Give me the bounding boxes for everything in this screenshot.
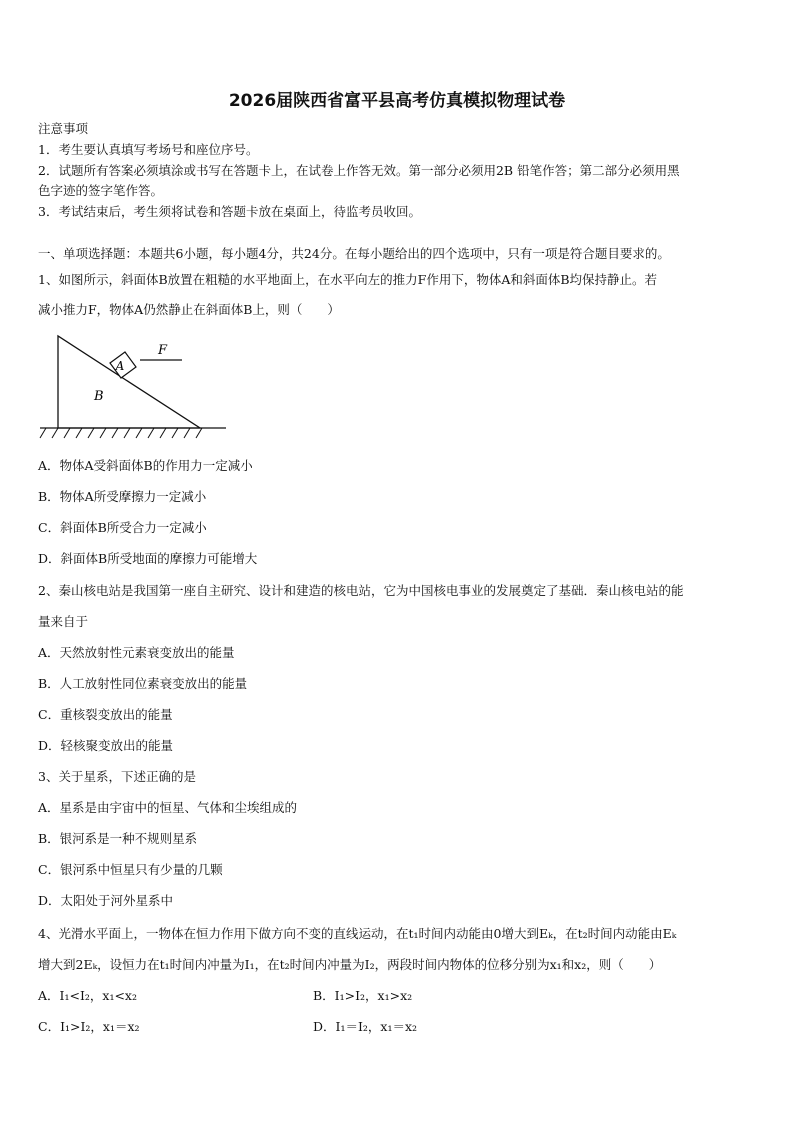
- q2-option-b: B．人工放射性同位素衰变放出的能量: [38, 676, 248, 691]
- page-title: 2026届陕西省富平县高考仿真模拟物理试卷: [228, 91, 566, 111]
- force-f-label: F: [158, 343, 168, 358]
- q4-option-b: B．I₁>I₂，x₁>x₂: [313, 988, 413, 1003]
- notice-item: 3．考试结束后，考生须将试卷和答题卡放在桌面上，待监考员收回。: [38, 204, 421, 219]
- question-4-stem: 4、光滑水平面上，一物体在恒力作用下做方向不变的直线运动，在t₁时间内动能由0增大到Eₖ，在t₂时间内动能由Eₖ: [38, 926, 677, 941]
- section-heading: 一、单项选择题：本题共6小题，每小题4分，共24分。在每小题给出的四个选项中，只有一项是符合题目要求的。: [38, 246, 670, 261]
- q4-option-c: C．I₁>I₂，x₁＝x₂: [38, 1019, 140, 1034]
- q1-option-c: C．斜面体B所受合力一定减小: [38, 520, 207, 535]
- block-a-label: A: [115, 359, 125, 373]
- q1-option-b: B．物体A所受摩擦力一定减小: [38, 489, 207, 504]
- q2-option-a: A．天然放射性元素衰变放出的能量: [38, 645, 235, 660]
- question-2-stem: 量来自于: [38, 614, 89, 629]
- question-4-stem: 增大到2Eₖ，设恒力在t₁时间内冲量为I₁，在t₂时间内冲量为I₂，两段时间内物体的位移分别为x₁和x₂，则（ ）: [38, 957, 662, 972]
- notice-item: 1．考生要认真填写考场号和座位序号。: [38, 142, 259, 157]
- q3-option-c: C．银河系中恒星只有少量的几颗: [38, 862, 223, 877]
- q1-option-a: A．物体A受斜面体B的作用力一定减小: [38, 458, 253, 473]
- q2-option-c: C．重核裂变放出的能量: [38, 707, 173, 722]
- q3-option-b: B．银河系是一种不规则星系: [38, 831, 198, 846]
- notice-item: 2．试题所有答案必须填涂或书写在答题卡上，在试卷上作答无效。第一部分必须用2B 铅笔作答；第二部分必须用黑: [38, 163, 680, 178]
- notice-heading: 注意事项: [38, 121, 89, 136]
- question-1-stem: 减小推力F，物体A仍然静止在斜面体B上，则（ ）: [38, 302, 340, 317]
- incline-b-label: B: [94, 389, 104, 404]
- question-2-stem: 2、秦山核电站是我国第一座自主研究、设计和建造的核电站，它为中国核电事业的发展奠定了基础．秦山核电站的能: [38, 583, 684, 598]
- q4-option-d: D．I₁＝I₂，x₁＝x₂: [313, 1019, 418, 1034]
- q4-option-a: A．I₁<I₂，x₁<x₂: [38, 988, 137, 1003]
- question-1-stem: 1、如图所示，斜面体B放置在粗糙的水平地面上，在水平向左的推力F作用下，物体A和斜面体B均保持静止。若: [38, 272, 658, 287]
- q3-option-a: A．星系是由宇宙中的恒星、气体和尘埃组成的: [38, 800, 298, 815]
- q2-option-d: D．轻核聚变放出的能量: [38, 738, 174, 753]
- q3-option-d: D．太阳处于河外星系中: [38, 893, 174, 908]
- incline-diagram: [36, 330, 232, 440]
- q1-option-d: D．斜面体B所受地面的摩擦力可能增大: [38, 551, 258, 566]
- question-3-stem: 3、关于星系，下述正确的是: [38, 769, 196, 784]
- notice-item: 色字迹的签字笔作答。: [38, 183, 164, 198]
